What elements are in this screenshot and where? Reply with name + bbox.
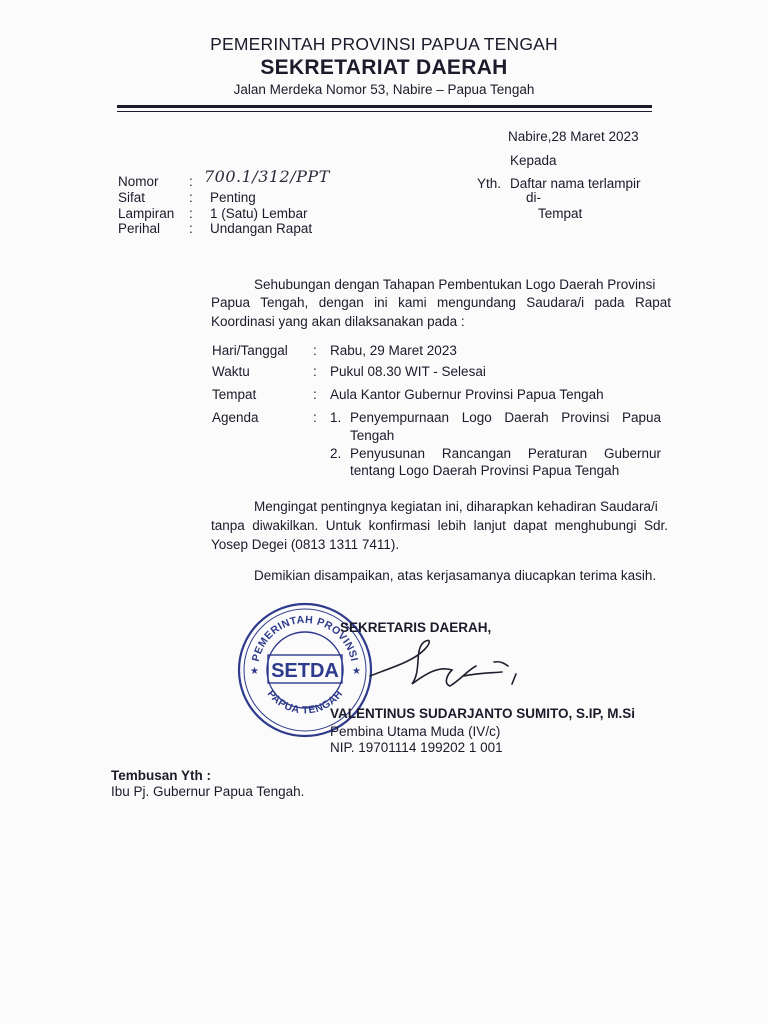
recipient-kepada: Kepada xyxy=(510,153,557,168)
letterhead-divider-thin xyxy=(117,111,652,112)
stamp-star-icon: ★ xyxy=(250,666,259,677)
signatory-rank: Pembina Utama Muda (IV/c) xyxy=(330,724,501,739)
stamp-star-icon: ★ xyxy=(352,666,361,677)
meta-value: 1 (Satu) Lembar xyxy=(210,206,308,221)
body-paragraph-line: tanpa diwakilkan. Untuk konfirmasi lebih lanjut dapat menghubungi Sdr. xyxy=(211,518,668,533)
body-paragraph-line: Koordinasi yang akan dilaksanakan pada : xyxy=(211,314,465,329)
body-paragraph-line: Sehubungan dengan Tahapan Pembentukan Logo Daerah Provinsi xyxy=(254,277,656,292)
place-date: Nabire,28 Maret 2023 xyxy=(508,129,639,144)
agenda-item-line: Tengah xyxy=(350,428,395,443)
meta-value: Penting xyxy=(210,190,256,205)
meta-colon: : xyxy=(189,190,193,205)
letterhead-office: SEKRETARIAT DAERAH xyxy=(260,56,508,79)
meta-colon: : xyxy=(189,174,193,189)
recipient-yth: Yth. xyxy=(477,176,502,191)
detail-colon: : xyxy=(313,364,317,379)
meta-label: Lampiran xyxy=(118,206,175,221)
recipient-line1: Daftar nama terlampir xyxy=(510,176,641,191)
detail-value: Pukul 08.30 WIT - Selesai xyxy=(330,364,486,379)
detail-colon: : xyxy=(313,387,317,402)
detail-label: Tempat xyxy=(212,387,257,402)
detail-value: Rabu, 29 Maret 2023 xyxy=(330,343,457,358)
meta-label: Sifat xyxy=(118,190,146,205)
body-paragraph-line: Papua Tengah, dengan ini kami mengundang Saudara/i pada Rapat xyxy=(211,295,671,310)
meta-label: Perihal xyxy=(118,221,161,236)
signatory-name: VALENTINUS SUDARJANTO SUMITO, S.IP, M.Si xyxy=(330,706,636,721)
agenda-item-line: Penyusunan Rancangan Peraturan Gubernur xyxy=(350,446,661,461)
stamp-arc-bottom-text: PAPUA TENGAH xyxy=(264,687,346,717)
meta-label: Nomor xyxy=(118,174,159,189)
signatory-nip: NIP. 19701114 199202 1 001 xyxy=(330,740,503,755)
meta-value: Undangan Rapat xyxy=(210,221,313,236)
cc-heading: Tembusan Yth : xyxy=(111,768,212,783)
agenda-number: 1. xyxy=(330,410,342,425)
agenda-item-line: tentang Logo Daerah Provinsi Papua Tengah xyxy=(350,463,620,478)
stamp-center-text: SETDA xyxy=(271,660,339,682)
closing-sentence: Demikian disampaikan, atas kerjasamanya diucapkan terima kasih. xyxy=(254,568,657,583)
body-paragraph-line: Yosep Degei (0813 1311 7411). xyxy=(211,537,400,552)
detail-colon: : xyxy=(313,343,317,358)
detail-label: Hari/Tanggal xyxy=(212,343,288,358)
meta-colon: : xyxy=(189,221,193,236)
cc-item: Ibu Pj. Gubernur Papua Tengah. xyxy=(111,784,305,799)
letterhead-address: Jalan Merdeka Nomor 53, Nabire – Papua Tengah xyxy=(233,82,535,97)
meta-value-handwritten: 700.1/312/PPT xyxy=(204,167,330,186)
recipient-line2: di- xyxy=(526,190,542,205)
signatory-title: SEKRETARIS DAERAH, xyxy=(340,620,492,635)
detail-colon: : xyxy=(313,410,317,425)
recipient-line3: Tempat xyxy=(538,206,583,221)
detail-label: Waktu xyxy=(212,364,250,379)
agenda-number: 2. xyxy=(330,446,342,461)
letterhead-government: PEMERINTAH PROVINSI PAPUA TENGAH xyxy=(210,34,558,54)
detail-value: Aula Kantor Gubernur Provinsi Papua Tengah xyxy=(330,387,604,402)
letterhead-divider xyxy=(117,105,652,108)
body-paragraph-line: Mengingat pentingnya kegiatan ini, diharapkan kehadiran Saudara/i xyxy=(254,499,658,514)
agenda-item-line: Penyempurnaan Logo Daerah Provinsi Papua xyxy=(350,410,661,425)
stamp-arc-top-text: PEMERINTAH PROVINSI xyxy=(249,613,361,663)
meta-colon: : xyxy=(189,206,193,221)
detail-label: Agenda xyxy=(212,410,259,425)
handwritten-signature xyxy=(368,636,528,694)
